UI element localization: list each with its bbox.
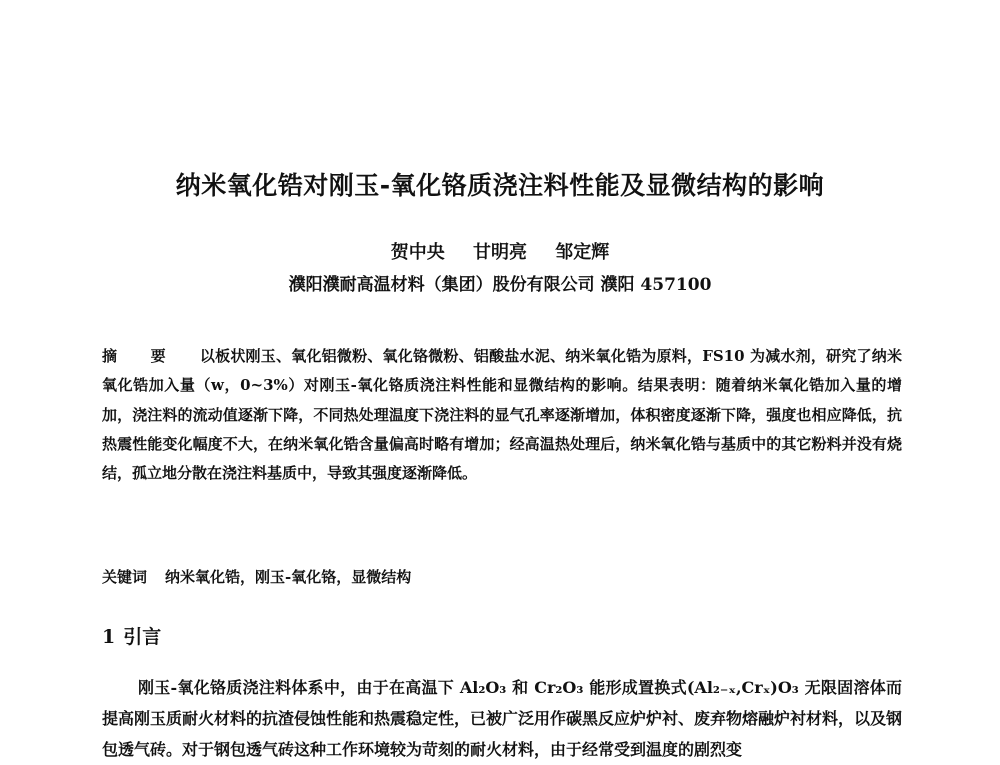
- author-list: [0, 238, 1000, 264]
- section-title: 引言: [123, 626, 162, 648]
- section-number: 1: [102, 626, 116, 648]
- affiliation: 濮阳濮耐高温材料（集团）股份有限公司 濮阳 457100: [288, 275, 712, 295]
- section-heading: [102, 622, 161, 649]
- intro-paragraph: 刚玉-氧化铬质浇注料体系中，由于在高温下 Al₂O₃ 和 Cr₂O₃ 能形成置换式(Al₂₋ₓ,Crₓ)O₃ 无限固溶体而提高刚玉质耐火材料的抗渣侵蚀性能和热震稳定性，已被广泛用作碳黑反应炉炉衬、废弃物熔融炉衬材料，以及钢包透气砖。对于钢包透气砖这种工作环境较为苛刻的耐火材料，由于经常受到温度的剧烈变: [102, 678, 903, 759]
- author-name: 邹定辉: [555, 242, 610, 263]
- keywords: [102, 566, 902, 587]
- author-name: 贺中央: [390, 242, 445, 263]
- keywords-text: 纳米氧化锆，刚玉-氧化铬，显微结构: [165, 568, 412, 586]
- paper-title: 纳米氧化锆对刚玉-氧化铬质浇注料性能及显微结构的影响: [175, 171, 825, 200]
- keywords-label: 关键词: [102, 568, 148, 586]
- abstract-label: 摘 要: [102, 347, 180, 365]
- abstract: [102, 342, 902, 488]
- author-name: 甘明亮: [473, 242, 527, 263]
- abstract-text: 以板状刚玉、氧化铝微粉、氧化铬微粉、铝酸盐水泥、纳米氧化锆为原料，FS10 为减水剂，研究了纳米氧化锆加入量（w，0~3%）对刚玉-氧化铬质浇注料性能和显微结构的影响。结果表明：随着纳米氧化锆加入量的增加，浇注料的流动值逐渐下降，不同热处理温度下浇注料的显气孔率逐渐增加，体积密度逐渐下降，强度也相应降低，抗热震性能变化幅度不大，在纳米氧化锆含量偏高时略有增加；经高温热处理后，纳米氧化锆与基质中的其它粉料并没有烧结，孤立地分散在浇注料基质中，导致其强度逐渐降低。: [102, 347, 902, 483]
